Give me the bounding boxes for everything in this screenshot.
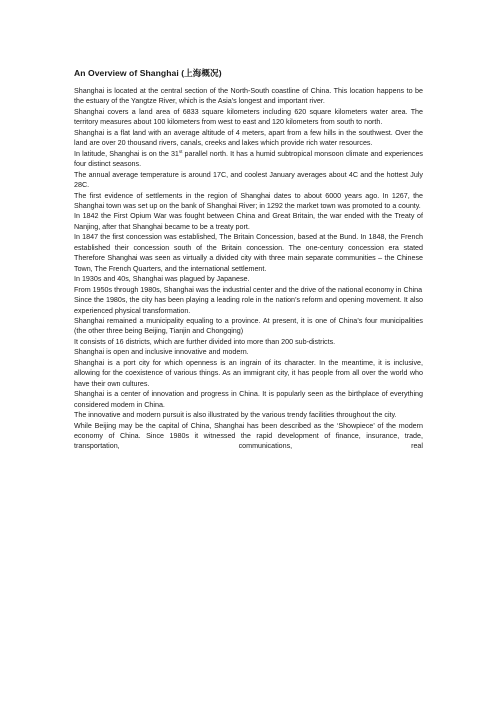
paragraph-districts: It consists of 16 districts, which are further divided into more than 200 sub-districts. (74, 337, 336, 346)
paragraph-open-inclusive: Shanghai is open and inclusive innovative and modern. (74, 348, 249, 357)
paragraph-1930s: In 1930s and 40s, Shanghai was plagued by Japanese. (74, 275, 250, 284)
document-title: An Overview of Shanghai (上海概况) (74, 68, 222, 78)
paragraph-trendy: The innovative and modern pursuit is also illustrated by the various trendy facilities throughout the city. (74, 411, 397, 420)
paragraph-area: Shanghai covers a land area of 6833 square kilometers including 620 square kilometers water area. The territory measures about 100 kilometers from west to east and 120 kilometers from south to north. (74, 107, 423, 127)
paragraph-economy: While Beijing may be the capital of China, Shanghai has been described as the ‘Showpiece’ of the modern economy of China. Since 1980s it witnessed the rapid development of finance, insurance, trade, transportation, communications, real (74, 421, 423, 451)
ordinal-suffix: st (178, 148, 183, 154)
paragraph-municipality: Shanghai remained a municipality equaling to a province. At present, it is one of China’s four municipalities (the other three being Beijing, Tianjin and Chongqing) (74, 316, 423, 336)
paragraph-industrial: From 1950s through 1980s, Shanghai was the industrial center and the drive of the national economy in China (74, 285, 423, 294)
paragraph-terrain: Shanghai is a flat land with an average altitude of 4 meters, apart from a few hills in the southwest. Over the land are over 20 thousand rivers, canals, creeks and lakes which provide rich water resources. (74, 128, 423, 148)
paragraph-early-history: The first evidence of settlements in the region of Shanghai dates to about 6000 years ago. In 1267, the Shanghai town was set up on the bank of Shanghai River; in 1292 the market town was promoted to a county. (74, 191, 423, 210)
paragraph-innovation: Shanghai is a center of innovation and progress in China. It is popularly seen as the birthplace of everything considered modem in China. (74, 390, 423, 409)
paragraph-reform: Since the 1980s, the city has been playing a leading role in the nation’s reform and opening movement. It also experienced physical transformation. (74, 296, 423, 315)
document-page (74, 68, 423, 452)
paragraph-latitude: In latitude, Shanghai is on the 31st parallel north. It has a humid subtropical monsoon climate and experiences four distinct seasons. (74, 148, 423, 169)
paragraph-temperature: The annual average temperature is around 17C, and coolest January averages about 4C and the hottest July 28C. (74, 170, 423, 190)
paragraph-location: Shanghai is located at the central section of the North-South coastline of China. This location happens to be the estuary of the Yangtze River, which is the Asia’s longest and important river. (74, 87, 423, 106)
paragraph-concessions: In 1847 the first concession was established, The Britain Concession, based at the Bund. In 1848, the French established their concession south of the Britain concession. The one-century concession era stated Therefore Shanghai was seen as virtually a divided city with three main separate communities – the Chinese Town, The French Quarters, and the international settlement. (74, 233, 423, 273)
paragraph-opium-war: In 1842 the First Opium War was fought between China and Great Britain, the war ended with the Treaty of Nanjing, after that Shanghai became to be a treaty port. (74, 212, 423, 231)
paragraph-port-city: Shanghai is a port city for which openness is an ingrain of its character. In the meantime, it is inclusive, allowing for the coexistence of various things. As an immigrant city, it has people from all over the world who have their own cultures. (74, 358, 423, 388)
